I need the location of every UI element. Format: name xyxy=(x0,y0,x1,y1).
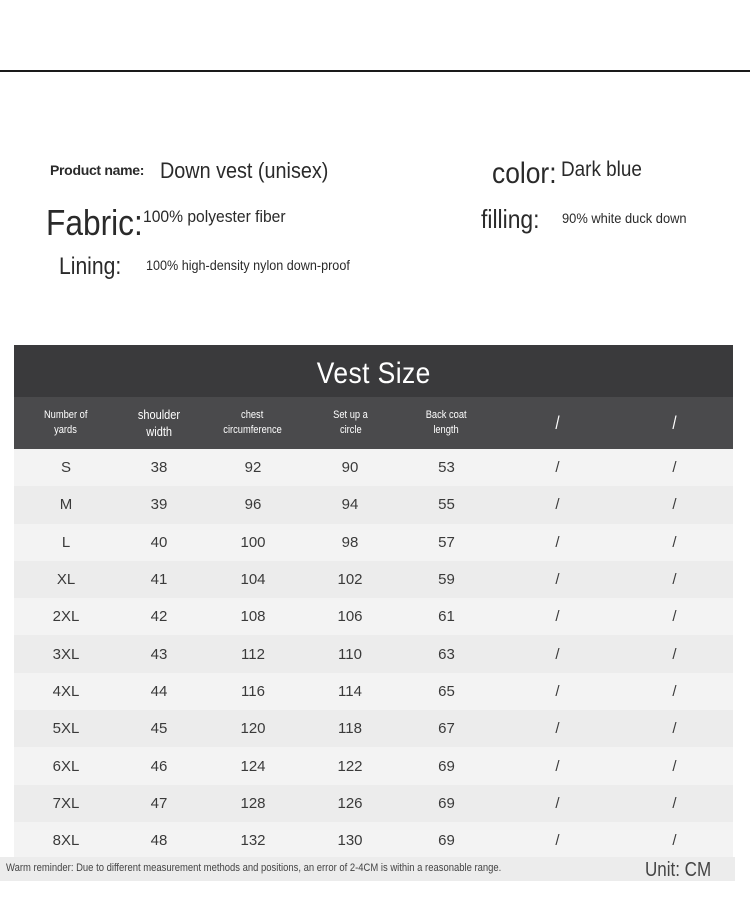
table-cell: 67 xyxy=(438,720,455,738)
table-cell: 63 xyxy=(438,645,455,663)
table-header-row xyxy=(14,397,733,449)
size-table xyxy=(14,345,733,859)
table-row xyxy=(14,635,733,672)
table-cell: / xyxy=(555,496,560,514)
table-cell: / xyxy=(555,794,560,812)
table-cell: 8XL xyxy=(52,832,80,850)
table-cell: 110 xyxy=(338,645,362,663)
table-cell: 69 xyxy=(438,757,455,775)
table-cell: 114 xyxy=(338,682,362,700)
table-cell: 122 xyxy=(337,757,363,775)
table-cell: 47 xyxy=(150,794,168,812)
header-line: chest xyxy=(241,409,265,421)
table-cell: 65 xyxy=(438,682,455,700)
header-text xyxy=(42,408,89,438)
table-cell: / xyxy=(555,608,560,626)
table-row xyxy=(14,524,733,561)
header-text xyxy=(331,408,369,438)
table-row xyxy=(14,598,733,635)
color-value: Dark blue xyxy=(561,158,642,181)
table-cell: 43 xyxy=(150,645,168,663)
table-title xyxy=(14,345,733,397)
table-cell: 69 xyxy=(438,832,455,850)
table-cell: 108 xyxy=(240,608,266,626)
product-name-label: Product name: xyxy=(50,162,145,178)
table-cell: 41 xyxy=(150,571,168,589)
table-cell: / xyxy=(672,459,677,477)
lining-label: Lining: xyxy=(59,253,122,280)
header-line: shoulder xyxy=(137,407,181,422)
table-cell: 5XL xyxy=(52,720,80,738)
table-cell: 126 xyxy=(337,794,363,812)
table-cell: / xyxy=(672,608,677,626)
lining-value: 100% high-density nylon down-proof xyxy=(146,257,350,273)
table-cell: / xyxy=(555,459,560,477)
table-cell: 3XL xyxy=(52,645,80,663)
table-cell: 46 xyxy=(150,757,168,775)
unit-label: Unit: CM xyxy=(645,859,712,881)
table-cell: 92 xyxy=(244,459,262,477)
table-cell: / xyxy=(555,832,560,850)
table-cell: 61 xyxy=(438,608,455,626)
table-cell: 106 xyxy=(337,608,363,626)
table-cell: XL xyxy=(56,571,76,589)
header-line: width xyxy=(146,424,172,439)
header-line: Number of xyxy=(44,409,88,421)
table-cell: 7XL xyxy=(52,794,80,812)
table-title-text: Vest Size xyxy=(316,357,431,390)
table-cell: / xyxy=(555,533,560,551)
fabric-value: 100% polyester fiber xyxy=(143,207,286,226)
warm-reminder: Warm reminder: Due to different measurement methods and positions, an error of 2-4CM is within a reasonable range. xyxy=(6,862,502,874)
header-line: length xyxy=(433,424,460,436)
header-line: Set up a xyxy=(332,409,368,421)
header-text xyxy=(672,412,677,433)
header-line: Back coat xyxy=(426,409,467,421)
header-line: / xyxy=(555,412,560,433)
header-cell xyxy=(306,397,394,449)
table-cell: 112 xyxy=(241,645,265,663)
table-row xyxy=(14,673,733,710)
header-cell xyxy=(118,397,200,449)
table-cell: 69 xyxy=(438,794,455,812)
table-cell: 57 xyxy=(438,533,455,551)
table-cell: 45 xyxy=(150,720,168,738)
table-row xyxy=(14,486,733,523)
table-cell: / xyxy=(672,757,677,775)
table-cell: 104 xyxy=(240,571,266,589)
table-cell: / xyxy=(672,720,677,738)
table-cell: 2XL xyxy=(52,608,80,626)
table-cell: L xyxy=(61,533,71,551)
color-label: color: xyxy=(492,157,557,190)
table-cell: 102 xyxy=(337,571,363,589)
header-line: circle xyxy=(339,424,361,436)
table-cell: 44 xyxy=(150,682,168,700)
header-line: / xyxy=(672,412,677,433)
table-cell: 130 xyxy=(337,832,363,850)
table-cell: 120 xyxy=(240,720,266,738)
header-cell xyxy=(200,397,306,449)
table-cell: 124 xyxy=(240,757,266,775)
table-cell: / xyxy=(672,794,677,812)
table-cell: 6XL xyxy=(52,757,80,775)
table-cell: 128 xyxy=(240,794,266,812)
header-text xyxy=(221,408,285,438)
header-line: yards xyxy=(54,424,78,436)
table-row xyxy=(14,710,733,747)
table-row xyxy=(14,747,733,784)
table-cell: 59 xyxy=(438,571,455,589)
table-cell: / xyxy=(555,645,560,663)
product-name-value: Down vest (unisex) xyxy=(160,158,329,183)
table-row xyxy=(14,561,733,598)
table-cell: 132 xyxy=(240,832,266,850)
table-cell: / xyxy=(555,720,560,738)
table-cell: 116 xyxy=(241,682,265,700)
header-text xyxy=(555,412,560,433)
table-cell: 94 xyxy=(341,496,359,514)
table-cell: 42 xyxy=(150,608,168,626)
table-cell: M xyxy=(59,496,73,514)
table-cell: 4XL xyxy=(52,682,80,700)
table-cell: / xyxy=(672,533,677,551)
table-cell: 40 xyxy=(150,533,168,551)
table-cell: / xyxy=(555,682,560,700)
header-cell xyxy=(499,397,616,449)
header-text xyxy=(424,408,468,438)
header-cell xyxy=(394,397,499,449)
fabric-label: Fabric: xyxy=(46,202,143,243)
table-cell: 39 xyxy=(150,496,168,514)
top-divider xyxy=(0,70,750,72)
table-cell: 96 xyxy=(244,496,262,514)
table-cell: / xyxy=(672,682,677,700)
table-cell: / xyxy=(555,757,560,775)
table-body xyxy=(14,449,733,859)
table-row xyxy=(14,449,733,486)
table-cell: / xyxy=(672,496,677,514)
header-cell xyxy=(14,397,118,449)
table-cell: 55 xyxy=(438,496,455,514)
table-cell: 118 xyxy=(338,720,362,738)
filling-label: filling: xyxy=(481,204,540,234)
table-row xyxy=(14,785,733,822)
table-cell: 38 xyxy=(150,459,168,477)
header-line: circumference xyxy=(223,424,283,436)
filling-value: 90% white duck down xyxy=(562,210,687,226)
table-row xyxy=(14,822,733,859)
header-cell xyxy=(616,397,733,449)
table-cell: / xyxy=(672,832,677,850)
table-cell: 48 xyxy=(150,832,168,850)
header-text xyxy=(136,406,182,440)
table-cell: / xyxy=(555,571,560,589)
table-cell: 98 xyxy=(341,533,359,551)
table-cell: 53 xyxy=(438,459,455,477)
table-cell: S xyxy=(60,459,71,477)
table-cell: / xyxy=(672,571,677,589)
table-cell: 100 xyxy=(240,533,266,551)
table-cell: / xyxy=(672,645,677,663)
table-cell: 90 xyxy=(341,459,359,477)
